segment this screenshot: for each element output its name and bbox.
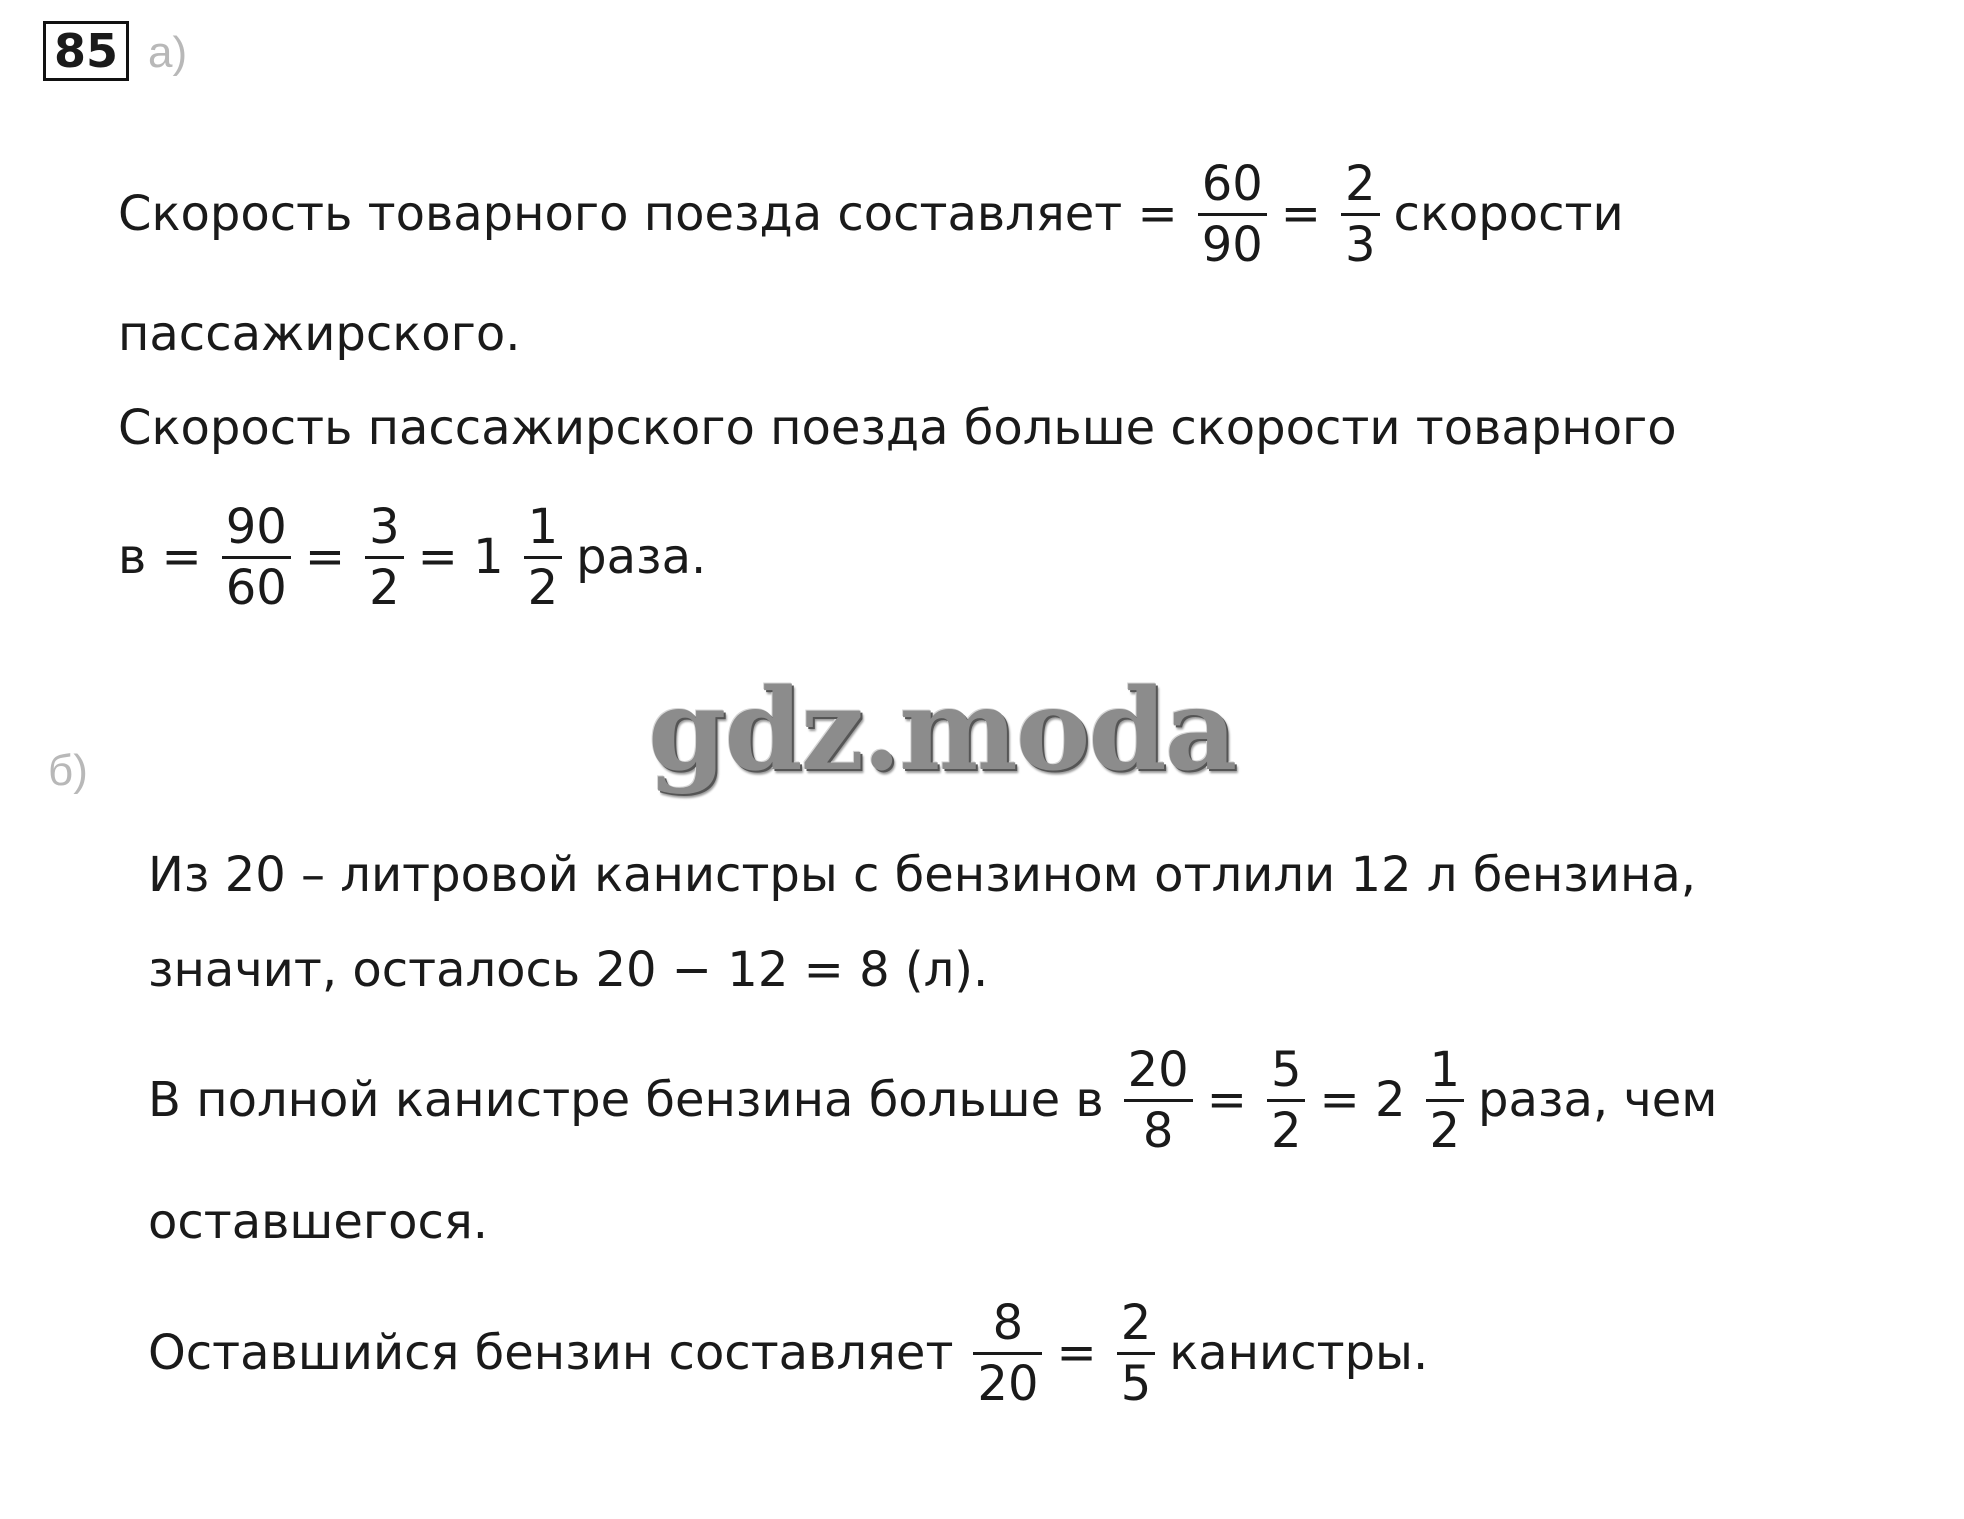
- numerator: 20: [1127, 1041, 1189, 1098]
- text: канистры.: [1169, 1325, 1429, 1381]
- text: скорости: [1393, 186, 1624, 242]
- text: пассажирского.: [118, 306, 521, 362]
- denominator: 2: [527, 559, 559, 616]
- equals-whole: = 1: [417, 529, 504, 585]
- text: раза, чем: [1478, 1072, 1718, 1128]
- text: значит, осталось 20 − 12 = 8 (л).: [148, 942, 989, 998]
- part-b-line-5: [148, 1288, 1442, 1418]
- numerator: 5: [1270, 1041, 1302, 1098]
- numerator: 1: [1429, 1041, 1461, 1098]
- numerator: 2: [1345, 155, 1376, 212]
- part-b-label: б): [48, 746, 88, 795]
- denominator: 20: [977, 1355, 1039, 1412]
- equals-sign: =: [1206, 1072, 1247, 1128]
- part-a-line-3: [118, 363, 1691, 493]
- fraction-90-60: [222, 498, 291, 617]
- fraction-2-3: [1341, 155, 1380, 274]
- numerator: 1: [527, 498, 559, 555]
- fraction-60-90: [1198, 155, 1267, 274]
- part-b-line-4: [148, 1157, 502, 1287]
- fraction-5-2: [1267, 1041, 1306, 1160]
- denominator: 2: [369, 559, 400, 616]
- denominator: 2: [1270, 1102, 1302, 1159]
- fraction-2-5: [1117, 1294, 1156, 1413]
- equals-sign: =: [304, 529, 346, 585]
- fraction-1-2: [1426, 1041, 1465, 1160]
- fraction-20-8: [1124, 1041, 1193, 1160]
- text: оставшегося.: [148, 1194, 488, 1250]
- text: раза.: [576, 529, 707, 585]
- text: в =: [118, 529, 202, 585]
- numerator: 8: [992, 1294, 1024, 1351]
- numerator: 3: [369, 498, 400, 555]
- numerator: 2: [1120, 1294, 1152, 1351]
- text: Скорость товарного поезда составляет =: [118, 186, 1178, 242]
- part-a-label: а): [148, 28, 188, 77]
- problem-number: 85: [43, 21, 129, 81]
- denominator: 60: [225, 559, 287, 616]
- text: В полной канистре бензина больше в: [148, 1072, 1104, 1128]
- equals-sign: =: [1056, 1325, 1097, 1381]
- denominator: 3: [1345, 216, 1376, 273]
- numerator: 60: [1201, 155, 1263, 212]
- part-a-line-4: [118, 492, 720, 622]
- equals-whole: = 2: [1319, 1072, 1406, 1128]
- part-b-line-3: [148, 1035, 1731, 1165]
- equals-sign: =: [1280, 186, 1321, 242]
- part-b-line-2: [148, 905, 1002, 1035]
- text: Из 20 – литровой канистры с бензином отлили 12 л бензина,: [148, 847, 1697, 903]
- fraction-8-20: [973, 1294, 1042, 1413]
- text: Оставшийся бензин составляет: [148, 1325, 954, 1381]
- watermark-logo: gdz.moda: [648, 665, 1236, 796]
- denominator: 8: [1142, 1102, 1174, 1159]
- denominator: 2: [1429, 1102, 1461, 1159]
- text: Скорость пассажирского поезда больше скорости товарного: [118, 400, 1677, 456]
- denominator: 90: [1201, 216, 1263, 273]
- denominator: 5: [1120, 1355, 1152, 1412]
- fraction-3-2: [365, 498, 404, 617]
- numerator: 90: [225, 498, 287, 555]
- fraction-1-2: [524, 498, 563, 617]
- part-a-line-1: [118, 149, 1638, 279]
